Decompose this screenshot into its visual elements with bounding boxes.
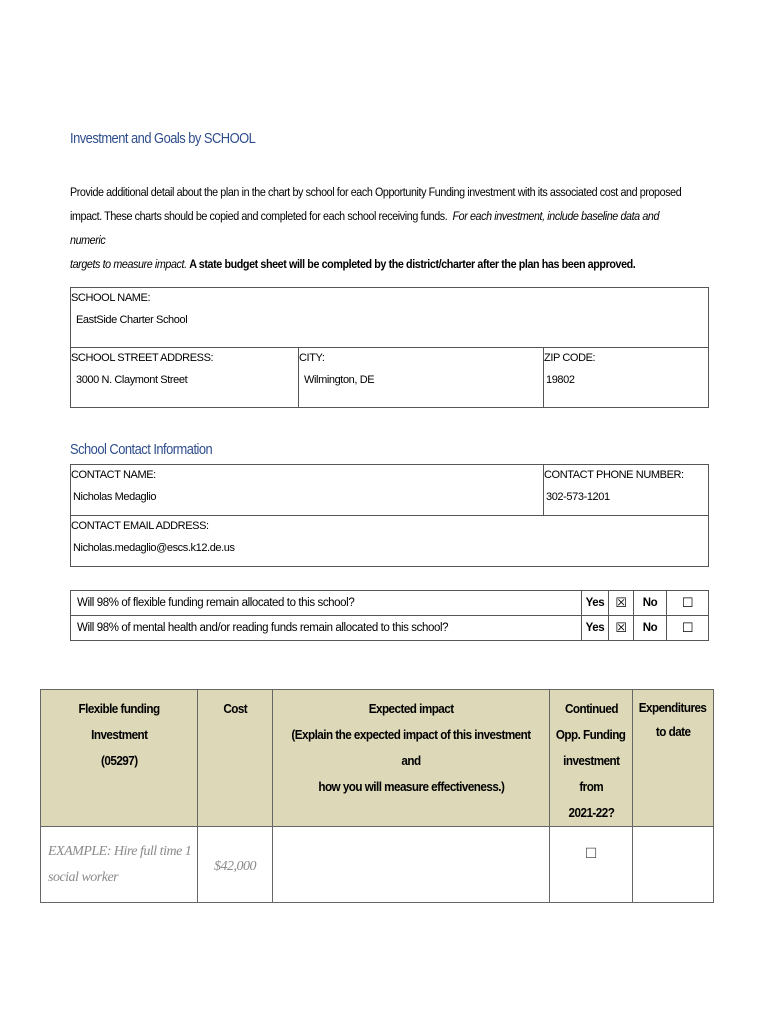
allocation-questions-table <box>70 590 709 641</box>
street-cell <box>71 348 299 408</box>
contact-name-value[interactable]: Nicholas Medaglio <box>73 491 157 503</box>
school-name-label: SCHOOL NAME: <box>71 292 151 304</box>
school-info-table <box>70 287 709 408</box>
no-label: No <box>634 591 667 616</box>
header-expenditures: Expenditures to date <box>633 690 714 827</box>
yes-checkbox[interactable]: ☒ <box>609 616 634 641</box>
school-name-cell <box>71 288 709 348</box>
street-value[interactable]: 3000 N. Claymont Street <box>76 374 188 386</box>
intro-line-2: impact. These charts should be copied and completed for each school receiving funds. For each investment, include baseline data and numeric <box>70 209 660 247</box>
contact-email-label: CONTACT EMAIL ADDRESS: <box>71 520 209 532</box>
contact-phone-cell <box>544 465 709 516</box>
example-investment-cell[interactable]: EXAMPLE: Hire full time 1 social worker <box>41 827 198 903</box>
contact-email-cell <box>71 516 709 567</box>
intro-paragraph <box>70 180 686 276</box>
no-label: No <box>634 616 667 641</box>
yes-label: Yes <box>582 616 609 641</box>
section-title: Investment and Goals by SCHOOL <box>70 130 256 147</box>
contact-email-value[interactable]: Nicholas.medaglio@escs.k12.de.us <box>73 542 235 554</box>
continued-checkbox[interactable]: ☐ <box>550 827 633 903</box>
investment-table <box>40 689 714 903</box>
question-row <box>71 591 709 616</box>
street-label: SCHOOL STREET ADDRESS: <box>71 352 214 364</box>
contact-name-cell <box>71 465 544 516</box>
table-header-row <box>41 690 714 827</box>
header-continued-funding: Continued Opp. Funding investment from 2021-22? <box>550 690 633 827</box>
example-impact-cell[interactable] <box>273 827 550 903</box>
city-label: CITY: <box>299 352 325 364</box>
header-expected-impact: Expected impact (Explain the expected impact of this investment and how you will measure effectiveness.) <box>273 690 550 827</box>
yes-checkbox[interactable]: ☒ <box>609 591 634 616</box>
zip-value[interactable]: 19802 <box>546 374 575 386</box>
intro-line-3: targets to measure impact. A state budget sheet will be completed by the district/charter after the plan has been approved. <box>70 257 636 271</box>
intro-line-1: Provide additional detail about the plan in the chart by school for each Opportunity Funding investment with its associated cost and proposed <box>70 185 682 199</box>
contact-phone-value[interactable]: 302-573-1201 <box>546 491 610 503</box>
header-cost: Cost <box>198 690 273 827</box>
school-name-value[interactable]: EastSide Charter School <box>76 314 188 326</box>
yes-label: Yes <box>582 591 609 616</box>
question-row <box>71 616 709 641</box>
contact-info-table <box>70 464 709 567</box>
no-checkbox[interactable]: ☐ <box>667 616 709 641</box>
city-value[interactable]: Wilmington, DE <box>304 374 375 386</box>
table-row <box>41 827 714 903</box>
contact-phone-label: CONTACT PHONE NUMBER: <box>544 469 684 481</box>
question-text: Will 98% of mental health and/or reading funds remain allocated to this school? <box>71 616 582 641</box>
example-cost-cell[interactable]: $42,000 <box>198 827 273 903</box>
city-cell <box>299 348 544 408</box>
zip-label: ZIP CODE: <box>544 352 596 364</box>
example-expenditures-cell[interactable] <box>633 827 714 903</box>
contact-title: School Contact Information <box>70 441 213 458</box>
header-flexible-funding: Flexible funding Investment (05297) <box>41 690 198 827</box>
zip-cell <box>544 348 709 408</box>
contact-name-label: CONTACT NAME: <box>71 469 156 481</box>
question-text: Will 98% of flexible funding remain allocated to this school? <box>71 591 582 616</box>
no-checkbox[interactable]: ☐ <box>667 591 709 616</box>
